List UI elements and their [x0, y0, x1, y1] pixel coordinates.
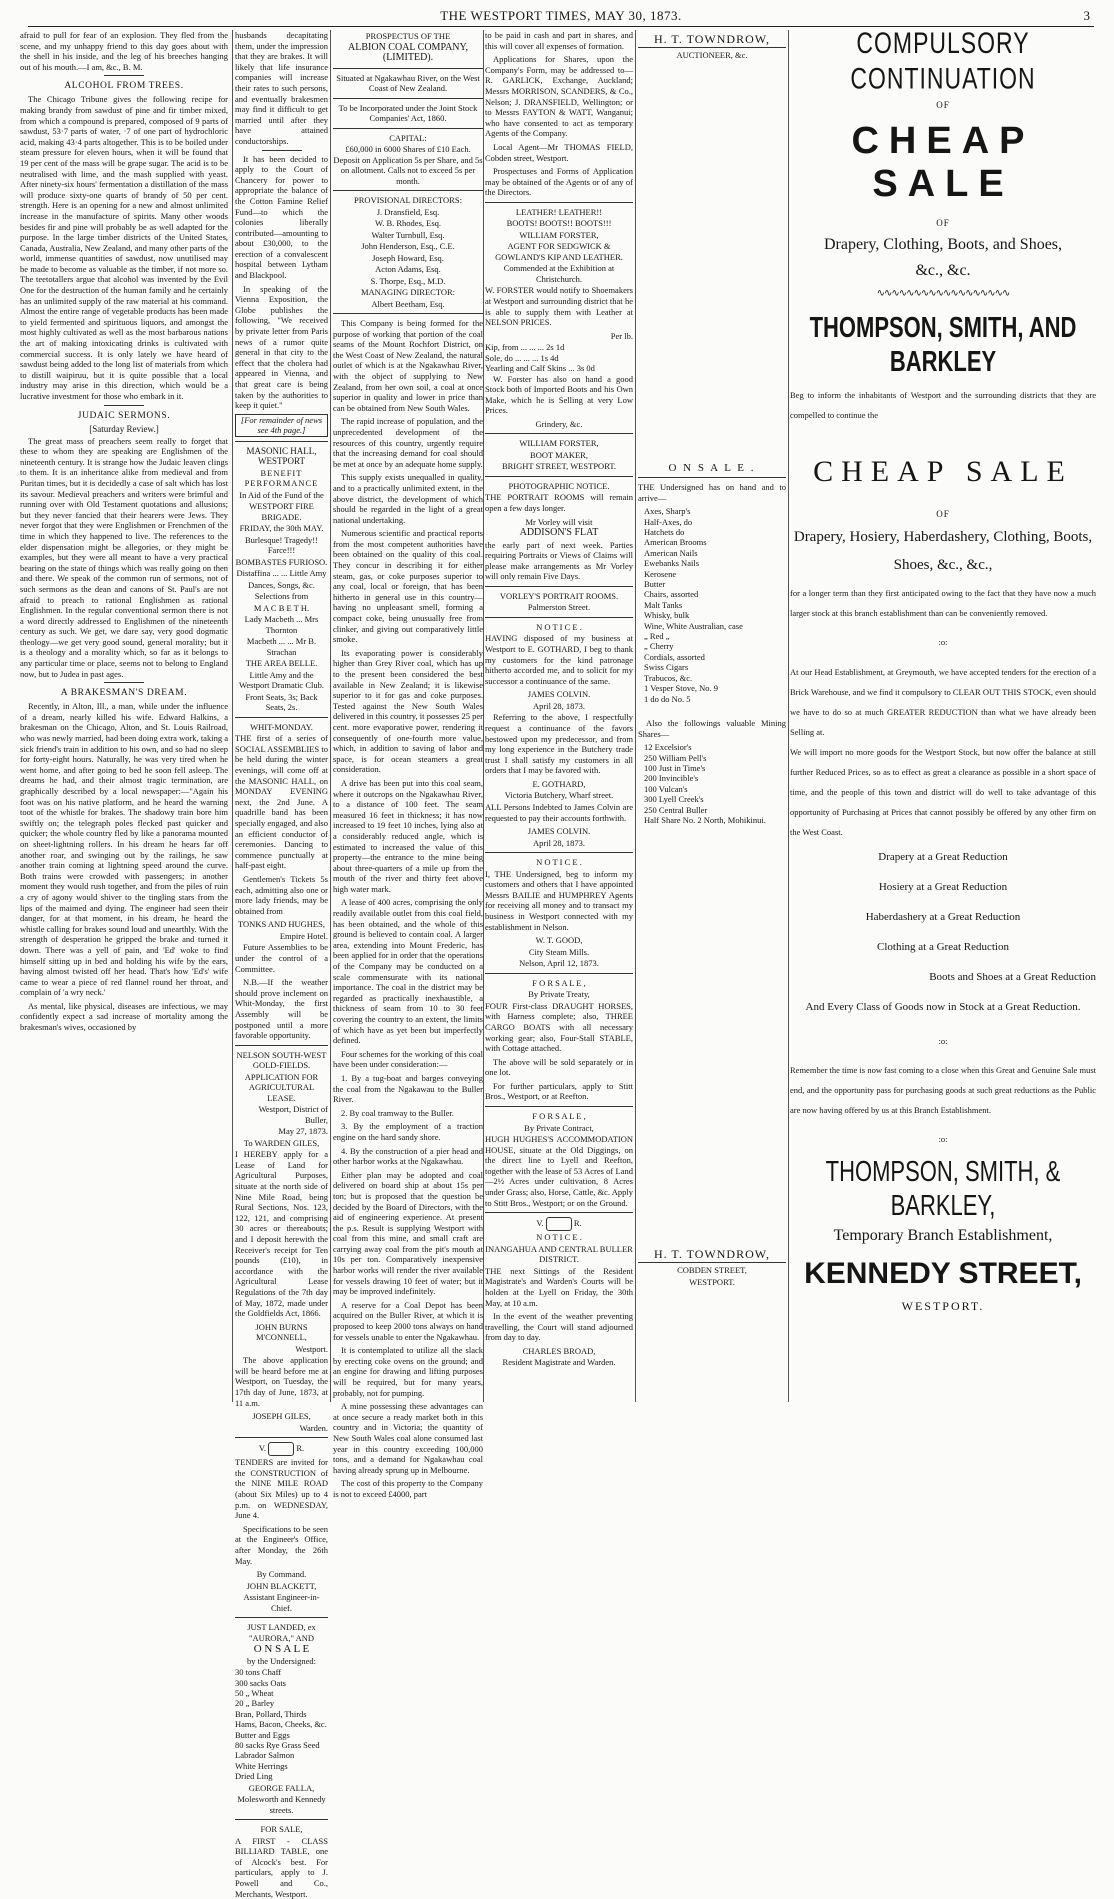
ad-signature: JOHN BLACKETT, [246, 1580, 317, 1591]
ad-body: Beg to inform the inhabitants of Westport and the surrounding districts that they are compelled to continue the [790, 390, 1096, 420]
ad-line: WESTPORT FIRE BRIGADE. [249, 501, 314, 522]
page-number: 3 [1083, 8, 1090, 23]
masthead [28, 6, 1094, 27]
ad-title: FOR SALE, [260, 1824, 303, 1835]
ad-connector: OF [936, 509, 950, 519]
prospectus-body: Applications for Shares, upon the Company's Form, may be addressed to—R. GARLICK, Exchange, Auckland; Messrs MORRISON, SCANDERS, & Co., Nelson; J. DRANSFIELD, Wellington; or to Messrs FAYTON & WATT, Wanganui; who have consented to act as temporary Agents of the Company. [485, 54, 633, 139]
ad-title: LEATHER! LEATHER!! [515, 206, 603, 217]
ad-body: The above will be sold separately or in one lot. [485, 1056, 633, 1078]
divider [104, 75, 144, 76]
prospectus-body: Either plan may be adopted and coal delivered on board ship at about 15s per ton; but is proposed that the question be decided by the Board of Directors, with the aid of engineering experience. At present the p.s. Result is supplying Westport with coal from this mine, and small craft are carrying away coal from the pit's mouth at 10s per ton. Comparatively inexpensive harbor works will render the river available for vessels drawing 10 feet of water; but it may be improved indefinitely. [333, 1169, 483, 1297]
goods-item: Wine, White Australian, case [644, 620, 743, 631]
prospectus-capital-label: CAPITAL: [389, 132, 427, 143]
scheme-item: 2. By coal tramway to the Buller. [341, 1107, 454, 1118]
ad-line: Grindery, &c. [535, 418, 583, 429]
ad-title: N O T I C E . [536, 857, 582, 868]
ad-body: Remember the time is now fast coming to a close when this Great and Genuine Sale must end, and the opportunity pass for purchasing goods at such great reductions as the Public are now having offered by us at this Branch Establishment. [790, 1065, 1096, 1115]
ad-line: M A C B E T H. [253, 602, 310, 613]
prospectus-capital: £60,000 in 6000 Shares of £10 Each. Deposit on Application 5s per Share, and 5s on allotment. Calls not to exceed 5s per month. [333, 144, 483, 186]
ad-signature: Assistant Engineer-in-Chief. [243, 1592, 320, 1613]
ad-signature: JAMES COLVIN. [527, 826, 591, 837]
prospectus-company: ALBION COAL COMPANY, (LIMITED). [348, 41, 468, 63]
ad-title: JUST LANDED, ex "AURORA," AND [247, 1622, 316, 1643]
ad-date: Nelson, April 12, 1873. [519, 958, 599, 969]
goods-item: Malt Tanks [644, 599, 683, 610]
ad-signature: Empire Hotel. [279, 930, 328, 941]
column-rule [483, 30, 484, 1402]
divider [485, 1212, 633, 1213]
ad-body: Gentlemen's Tickets 5s each, admitting also one or more lady friends, may be obtained from [235, 874, 328, 916]
price-item: Sole, do ... ... ... 1s 4d [485, 352, 559, 363]
branch-label: Temporary Branch Establishment, [833, 1226, 1053, 1244]
ad-signature: Victoria Butchery, Wharf street. [504, 790, 614, 801]
prospectus-body: Its evaporating power is considerably higher than Grey River coal, which has up to the present been considered the best available in New Zealand; it is likewise superior to it for gas and coke purposes. Tested against the New South Wales delivered in this country, it possesses 25 per cent. more evaporative power, rendering it consequently of one-fourth more value, which, in addition to saving of labor and space, is for ocean steamers a great consideration. [333, 647, 483, 775]
prospectus-body: Numerous scientific and practical reports from the most competent authorities have been obtained on the quality of this coal. They concur in describing it for either steam, gas, or coke purposes superior to any coal, local or foreign, that has been hitherto in general use in this country—having no unpleasant smell, forming a compact coke, being unusually free from clinker, and giving out comparatively little smoke. [333, 528, 483, 645]
news-note: [For remainder of news see 4th page.] [235, 414, 328, 437]
ad-cheap-sale: CHEAP SALE [851, 120, 1035, 205]
goods-item: Axes, Sharp's [644, 506, 691, 517]
news-item: In speaking of the Vienna Exposition, the Globe publishes the following, "We received by private letter from Paris news of a rumor quite general in that city to the effect that the cholera had appeared in Vienna, and that great care is being taken by the authorities to keep it quiet." [235, 283, 328, 411]
column-2 [235, 30, 328, 1899]
ad-body: N.B.—If the weather should prove inclement on Whit-Monday, the first Assembly will be postponed until a more favorable opportunity. [235, 977, 328, 1041]
ornament-divider: ∿∿∿∿∿∿∿∿∿∿∿∿∿∿∿∿∿∿ [876, 288, 1010, 299]
divider [485, 586, 633, 587]
divider [104, 405, 144, 406]
divider [235, 1819, 328, 1820]
ad-body: W. FORSTER would notify to Shoemakers at Westport and surrounding district that he is able to supply them with Leather at NELSON PRICES. [485, 285, 633, 328]
managing-director: Albert Beetham, Esq. [371, 298, 445, 309]
ad-body: THE first of a series of SOCIAL ASSEMBLIES to be held during the winter evenings, will come off at the MASONIC HALL, on MONDAY EVENING next, the 2nd June. A quadrille band has been specially engaged, and also an efficient conductor of ceremonies. Dancing to commence punctually at half-past eight. [235, 733, 328, 871]
ad-body: TENDERS are invited for the CONSTRUCTION of the NINE MILE ROAD (about Six Miles) up to 4 p.m. on WEDNESDAY, June 4. [235, 1457, 328, 1521]
ad-body: For further particulars, apply to Stitt Bros., Westport, or at Reefton. [485, 1080, 633, 1102]
reduction-line: Drapery at a Great Reduction [878, 850, 1008, 863]
on-sale-intro: THE Undersigned has on hand and to arrive— [638, 482, 786, 503]
ad-body: for a longer term than they first anticipated owing to the fact that they have now a much larger stock at this branch establishment than can be conveniently removed. [790, 588, 1096, 618]
goods-item: Swiss Cigars [644, 662, 689, 673]
cipher-r: R. [296, 1443, 305, 1454]
directors-list [333, 207, 483, 287]
ad-title: F O R S A L E , [532, 977, 586, 988]
produce-item: 50 „ Wheat [235, 1687, 274, 1698]
column-6-advertisement [790, 25, 1096, 1402]
director-name: W. B. Rhodes, Esq. [374, 218, 442, 228]
prospectus-body: Prospectuses and Forms of Application may be obtained of the Agents or of any of the Directors. [485, 166, 633, 198]
share-item: 250 Central Buller [644, 804, 708, 815]
share-item: 300 Lyell Creek's [644, 794, 704, 805]
source-line: [Saturday Review.] [89, 423, 159, 434]
ad-body: HUGH HUGHES'S ACCOMMODATION HOUSE, situate at the Old Diggings, on the direct line to Lyell and Reefton, together with the lease of 53 Acres of Land—2½ Acres under cultivation, 8 Acres under Grass; also, Horse, Cattle, &c. Apply to Stitt Bros., Westport; or on the Ground. [485, 1134, 633, 1208]
ad-line: Westport, District of Buller, [258, 1104, 328, 1125]
produce-item: White Herrings [235, 1760, 288, 1771]
ad-signature: TONKS AND HUGHES, [238, 919, 325, 930]
shares-intro: Also the followings valuable Mining Shares— [638, 717, 786, 739]
article-brakesman-end: As mental, like physical, diseases are infectious, we may confidently expect a sad increase of mortality among the brakesman's wives, occasioned by [20, 1000, 228, 1033]
ad-line: By Command. [256, 1569, 307, 1580]
produce-item: Labrador Salmon [235, 1750, 295, 1761]
director-name: Acton Adams, Esq. [375, 264, 441, 274]
prospectus-line: Situated at Ngakawhau River, on the West Coast of New Zealand. [336, 72, 480, 93]
article-brakesman: Recently, in Alton, Ill., a man, while under the influence of a dream, nearly killed his wife. Edward Halkins, a brakesman on the Chicago, Alton, and St. Louis Railroad, who was newly married, had been doing extra work, taking a sick friend's train in addition to his own, and so had no sleep for forty-eight hours. Naturally, he was very tired when he went home, and after going to bed he soon fell asleep. The dreams he had, and their almost tragic termination, are graphically described by a local newspaper:—"Again his foot was on his native platform, and he heard the warning toot of the whistle for brakes. The shadowy train bore him swiftly on; the telegraph poles flecked past quicker and quicker; the whole country fled by like a panorama mounted on sheet-lightning rollers. In his dream he hears far off another roar, and swinging out by the railings, he saw another train coming at lightning speed around the curve. Both trains were crowded with passengers; in another moment they would rush together, and from the piles of ruin a cry of agony would shiver to the tingling stars from the lips of the maimed and dying. The engineer had seen their danger, for at that moment, in his dream, he heard the whistle calling for brakes sound loud and unearthly. With the strength of desperation he gripped the brake and turned it down. There was a yell of pain, and 'Ed' woke to find himself sitting up in bed and holding his wife by the ears, having almost twisted off her head. That's how 'Ed's' wife came to wear a piece of red flannel round her throat, and complain of 'a wry neck.' [20, 701, 228, 998]
ad-title: WILLIAM FORSTER, [519, 438, 599, 449]
headline-judaic: JUDAIC SERMONS. [77, 410, 171, 421]
news-item: It has been decided to apply to the Court of Chancery for power to appropriate the balance of the Cotton Famine Relief Fund—to which the colonies liberally contributed—amounting to about £30,000, to the erection of a convalescent hospital between Lytham and Blackpool. [235, 153, 328, 281]
column-3 [333, 30, 483, 1499]
share-item: 100 Vulcan's [644, 783, 688, 794]
cipher-v: V. [536, 1218, 544, 1229]
ad-body: In the event of the weather preventing travelling, the Court will stand adjourned from day to day. [485, 1311, 633, 1343]
ad-body: the early part of next week. Parties requiring Portraits or Views of Claims will please make arrangements as Mr Vorley will only remain Five Days. [485, 539, 633, 582]
ad-signature: W. T. GOOD, [535, 935, 583, 946]
ad-cheap-sale-2: CHEAP SALE [813, 455, 1073, 488]
ad-line: Dances, Songs, &c. [248, 579, 315, 590]
spacer [638, 825, 786, 1245]
divider [262, 150, 302, 151]
ad-line: To WARDEN GILES, [243, 1137, 320, 1148]
column-1 [20, 30, 228, 1402]
divider [235, 717, 328, 718]
ad-line: FRIDAY, the 30th MAY. [239, 523, 324, 534]
price-list [485, 342, 633, 373]
ad-signature: Molesworth and Kennedy streets. [237, 1794, 326, 1815]
divider [104, 682, 144, 683]
ad-body: THE PORTRAIT ROOMS will remain open a few days longer. [485, 492, 633, 513]
goods-item: „ Red „ [644, 631, 670, 642]
produce-item: Bran, Pollard, Thirds [235, 1708, 307, 1719]
director-name: Walter Turnbull, Esq. [371, 229, 445, 240]
ad-line: by the Undersigned: [247, 1655, 316, 1666]
ad-goods-2: Drapery, Hosiery, Haberdashery, Clothing, Boots, Shoes, &c., &c., [793, 529, 1093, 573]
divider [485, 202, 633, 203]
ad-line: Front Seats, 3s; Back Seats, 2s. [245, 691, 318, 713]
column-rule [232, 30, 233, 1402]
goods-item: American Nails [644, 547, 698, 558]
divider [333, 190, 483, 191]
director-name: J. Dransfield, Esq. [376, 206, 440, 217]
goods-item: Butter [644, 579, 666, 590]
produce-item: Hams, Bacon, Cheeks, &c. [235, 1719, 327, 1730]
reduction-line: Boots and Shoes at a Great Reduction [929, 970, 1096, 983]
reduction-line: Hosiery at a Great Reduction [878, 880, 1008, 893]
ad-line: WILLIAM FORSTER, [519, 229, 599, 240]
reduction-line: Haberdashery at a Great Reduction [865, 910, 1021, 923]
ad-title: N O T I C E . [536, 621, 582, 632]
divider [235, 1437, 328, 1438]
reduction-line: And Every Class of Goods now in Stock at a Great Reduction. [805, 1000, 1081, 1013]
column-rule [635, 30, 636, 1402]
produce-item: 80 sacks Rye Grass Seed [235, 1739, 320, 1750]
prospectus-body: This supply exists unequalled in quality, and to a practically unlimited extent, in the above district, the development of which should be regarded in the light of a great national undertaking. [333, 472, 483, 525]
article-continuation: afraid to pull for fear of an explosion. They fled from the scene, and my unhappy friend to this day goes about with the shell in his inside, and the leg of his breeches hanging out of his mouth.—I am, &c., B. M. [20, 30, 228, 72]
prospectus-body: Four schemes for the working of this coal have been under consideration:— [333, 1048, 483, 1070]
royal-cipher [485, 1217, 633, 1231]
goods-item: Trabucos, &c. [644, 672, 693, 683]
ad-line: Macbeth ... ... Mr B. Strachan [246, 636, 317, 657]
ad-signature: JAMES COLVIN. [527, 689, 591, 700]
shares-list [638, 742, 786, 825]
column-rule [330, 30, 331, 1402]
ad-line: THE AREA BELLE. [245, 658, 318, 669]
ad-title: WHIT-MONDAY. [250, 721, 313, 732]
director-name: Joseph Howard, Esq. [372, 252, 444, 263]
cipher-r: R. [573, 1218, 582, 1229]
prospectus-body: The cost of this property to the Company is not to exceed £4000, part [333, 1478, 483, 1499]
prospectus-body: A lease of 400 acres, comprising the only readily available outlet from this coal field, has been obtained, and the whole of this ground is believed to contain coal. A larger area, extending into Mount Frederic, has been applied for in order that the operations of the Company may be conducted on a scale commensurate with its national importance. The coal in the district may be regarded as practically inexhaustible, a thickness of seam from 10 to 30 feet covering the country to an extent, the limits of which have as yet been but imperfectly defined. [333, 897, 483, 1046]
scheme-item: 3. By the employment of a traction engine on the hard sandy shore. [333, 1121, 483, 1142]
prospectus-body: A drive has been put into this coal seam, where it outcrops on the Ngakawhau River, to a distance of 100 feet. The seam measured 16 feet in thickness; it has now increased to 19 feet 10 inches, lying also at a considerably reduced angle, which is estimated to increased the value of this property—the entrance to the mine being about three-quarters of a mile up from the mouth of the river and thirty feet above high water mark. [333, 777, 483, 894]
headline-alcohol: ALCOHOL FROM TREES. [64, 81, 184, 92]
produce-item: 300 sacks Oats [235, 1677, 286, 1688]
column-5 [638, 30, 786, 1402]
address-line: WESTPORT. [689, 1276, 735, 1287]
share-item: 200 Invincible's [644, 773, 699, 784]
share-item: Half Share No. 2 North, Mohikinui. [644, 814, 766, 825]
share-item: 100 Just in Time's [644, 762, 706, 773]
divider [235, 441, 328, 442]
ad-body: HAVING disposed of my business at Westport to E. GOTHARD, I beg to thank my customers for the kind patronage hitherto accorded me, and to solicit for my successor a continuance of the same. [485, 633, 633, 686]
cipher-v: V. [258, 1443, 267, 1454]
ad-date: April 28, 1873. [533, 837, 585, 848]
prospectus-body: It is contemplated to utilize all the slack by erecting coke ovens on the ground; and an engine for drawing and lifting purposes will be required, but for many years, probably, not for pumping. [333, 1345, 483, 1398]
spacer [638, 62, 786, 462]
ad-body: A FIRST - CLASS BILLIARD TABLE, one of Alcock's best. For particulars, apply to J. Powell and Co., Merchants, Westport. [235, 1835, 328, 1899]
article-alcohol: The Chicago Tribune gives the following recipe for making brandy from sawdust of pine and fir timber mixed, from which a compound is prepared, composed of 9 parts of sawdust, 53·7 parts of water, ·7 of one part of hydrochloric acid, making 43·4 parts altogether. This is to be boiled under steam pressure for eleven hours, when it will be found that 19 per cent of the mass will be grape sugar. The acid is to be neutralised with lime, and the mash supplied with yeast. After ninety-six hours' fermentation a distillation of the mass will produce sixty-one quarts of brandy of 50 per cent. strength. Here is an opening for a new and almost unlimited increase in the manufacture of spirits. Many other woods besides fir and pine will probably be as well adapted for the purpose. In the large timber districts of the United States, Canada, Australia, New Zealand, and many other parts of the world, immense quantities of sawdust, now unutilised may be made to become as valuable as the timber, if not more so. The teetotallers argue that alcohol was invented by the Evil One for the destruction of the human family and he certainly has an unlimited supply of the raw material at his command. Almost the entire range of vegetable products has been made to yield fermented and spirituous liquors, and amongst the most highly cultivated as well as the most barbarous nations the art of making intoxicating drinks is cultivated with commercial success. It is only lately we have heard of sawdust being added to the long list of materials from which to distill waipiruu, but it is quite possible that a local industry may arise in this direction, which would be a lucrative investment for those who embark in it. [20, 94, 228, 401]
produce-item: 30 tons Chaff [235, 1667, 282, 1678]
headline-brakesman: A BRAKESMAN'S DREAM. [60, 688, 188, 699]
divider [485, 617, 633, 618]
ad-line: By Private Contract, [524, 1122, 594, 1133]
ad-title: VORLEY'S PORTRAIT ROOMS. [499, 590, 619, 601]
ad-line: Selections from [254, 591, 309, 602]
ad-body: I, THE Undersigned, beg to inform my customers and others that I have appointed Messrs BAILIE and HUMPHREY Agents for receiving all money and to transact my business in Westport connected with my establishment in Nelson. [485, 868, 633, 932]
ad-body: We will import no more goods for the Westport Stock, but now offer the balance at still further Reduced Prices, so as to effect as great a clearance as possible in a short space of time, and the people of this town and district will do well to take advantage of this opportunity of Purchasing at Prices that cannot possibly be offered by any other firm on the West Coast. [790, 746, 1096, 837]
ad-headline: COMPULSORY CONTINUATION [850, 25, 1036, 95]
divider [333, 128, 483, 129]
goods-item: Half-Axes, do [644, 516, 693, 527]
ad-body: FOUR First-class DRAUGHT HORSES, with Harness complete; also, THREE CARGO BOATS with all necessary working gear; also, Four-Stall STABLE, with Cottage attached. [485, 1000, 633, 1054]
ad-title: F O R S A L E , [532, 1111, 586, 1122]
ad-body: Future Assemblies to be under the control of a Committee. [235, 942, 328, 974]
ad-signature: GEORGE FALLA, [248, 1782, 315, 1793]
ad-connector: OF [936, 218, 950, 228]
divider [333, 68, 483, 69]
ornament-divider: :o: [938, 1134, 948, 1144]
firm-name-footer: THOMPSON, SMITH, & BARKLEY, [825, 1154, 1061, 1221]
ad-line: In Aid of the Fund of the [239, 489, 324, 500]
ad-body: Referring to the above, I respectfully request a continuance of the favors bestowed upon my predecessor, and from my long experience in the Butchery trade trust I shall satisfy my customers in all orders that I may be favored with. [485, 712, 633, 776]
prospectus-body: This Company is being formed for the purpose of working that portion of the coal seams of the Mount Rochfort District, on the West Coast of New Zealand, the natural outlet of which is at the Ngakawhau River, with the object of supplying to New Zealand, from her own soil, a coal at once superior in quality and lower in price than can be obtained from New South Wales. [333, 318, 483, 413]
ad-line: Commended at the Exhibition at Christchurch. [503, 263, 615, 284]
ad-title: MASONIC HALL, WESTPORT [246, 445, 317, 467]
goods-item: American Brooms [644, 537, 707, 548]
divider [485, 852, 633, 853]
ad-title: NELSON SOUTH-WEST GOLD-FIELDS. [236, 1049, 327, 1071]
column-4 [485, 30, 633, 1402]
divider [235, 1617, 328, 1618]
directors-label: PROVISIONAL DIRECTORS: [354, 195, 462, 205]
crown-seal-icon [546, 1217, 572, 1231]
prospectus-body: Local Agent—Mr THOMAS FIELD, Cobden street, Westport. [485, 141, 633, 163]
ad-body: At our Head Establishment, at Greymouth, we have accepted tenders for the erection of a Brick Warehouse, and we find it compulsory to CLEAR OUT THIS STOCK, even should we have to do so at much GREATER REDUCTION than what we have already been Selling at. [790, 666, 1096, 737]
goods-item: 1 do do No. 5 [644, 693, 691, 704]
ad-goods-etc: &c., &c. [915, 262, 971, 279]
produce-list [235, 1667, 328, 1781]
ornament-divider: :o: [938, 1035, 948, 1046]
column-rule [788, 30, 789, 1402]
goods-item: Whisky, bulk [644, 610, 690, 621]
crown-seal-icon [268, 1442, 294, 1456]
address-line: COBDEN STREET, [677, 1265, 747, 1276]
prospectus-body: The rapid increase of population, and the unprecedented development of the resources of this country, urgently require that the increasing demand for coal should be met at once by an adequate home supply. [333, 416, 483, 469]
ad-signature: JOSEPH GILES, [252, 1411, 311, 1422]
ad-line: May 27, 1873. [278, 1126, 328, 1137]
ad-signature: Resident Magistrate and Warden. [502, 1357, 616, 1368]
scheme-item: 1. By a tug-boat and barges conveying the coal from the Ngakawau to the Buller River. [333, 1072, 483, 1105]
ad-title: PHOTOGRAPHIC NOTICE. [508, 480, 610, 491]
prospectus-title: PROSPECTUS OF THE [365, 31, 451, 41]
prospectus-body: to be paid in cash and part in shares, and this will cover all expenses of formation. [485, 30, 633, 51]
prospectus-body: A mine possessing these advantages can at once secure a ready market both in this country and in Victoria; the quantity of New South Wales coal alone consumed last year in this country exceeding 100,000 tons, and a demand for Ngakawhau coal having already sprung up in Melbourne. [333, 1401, 483, 1475]
ad-line: Little Amy and the Westport Dramatic Club. [238, 669, 324, 691]
produce-item: 20 „ Barley [235, 1698, 275, 1709]
ad-line: Lady Macbeth ... Mrs Thornton [244, 614, 319, 635]
divider [485, 476, 633, 477]
ad-body: W. Forster has also on hand a good Stock both of Imported Boots and his Own Make, which he is Selling at very Low Prices. [485, 373, 633, 416]
ad-signature: CHARLES BROAD, [522, 1345, 596, 1356]
ad-signature: E. GOTHARD, [532, 778, 586, 789]
prospectus-body: A reserve for a Coal Depot has been acquired on the Buller River, at which it is proposed to keep 2000 tons always on hand for vessels unable to enter the Ngakawhau. [333, 1299, 483, 1342]
director-name: John Henderson, Esq., C.E. [361, 241, 455, 251]
on-sale-heading: O N S A L E . [668, 461, 756, 474]
ad-line: ADDISON'S FLAT [519, 527, 599, 539]
price-item: Kip, from ... ... ... 2s 1d [485, 342, 565, 353]
managing-director-label: MANAGING DIRECTOR: [360, 287, 456, 297]
ad-date: April 28, 1873. [533, 700, 585, 711]
ad-signature: Westport. [295, 1343, 328, 1354]
firm-name: THOMPSON, SMITH, AND BARKLEY [809, 311, 1077, 378]
ad-line: BOMBASTES FURIOSO. [235, 556, 328, 567]
price-unit: Per lb. [610, 330, 633, 341]
ad-title: N O T I C E . [536, 1232, 582, 1243]
ad-signature: City Steam Mills. [528, 946, 590, 957]
goods-item: Chairs, assorted [644, 589, 699, 600]
produce-item: Dried Ling [235, 1771, 273, 1782]
scheme-item: 4. By the construction of a pier head and other harbor works at the Ngakawhau. [333, 1145, 483, 1167]
royal-cipher [235, 1442, 328, 1456]
ad-signature: Warden. [299, 1422, 328, 1433]
divider [638, 477, 786, 478]
auctioneer-name: H. T. TOWNDROW, [638, 32, 786, 48]
goods-item: Ewebanks Nails [644, 558, 700, 569]
ad-body: Specifications to be seen at the Engineer's Office, after Monday, the 26th May. [235, 1523, 328, 1566]
ad-body: THE next Sittings of the Resident Magistrate's and Warden's Courts will be holden at the Lyell on Friday, the 30th May, at 10 a.m. [485, 1265, 633, 1308]
ad-subtitle: BENEFIT PERFORMANCE [244, 467, 319, 489]
ad-subtitle: APPLICATION FOR AGRICULTURAL LEASE. [244, 1071, 319, 1103]
auctioneer-title: AUCTIONEER, &c. [676, 50, 748, 60]
divider [333, 98, 483, 99]
ad-line: BOOT MAKER, [530, 449, 588, 460]
street-name: KENNEDY STREET, [804, 1256, 1082, 1290]
ad-body: ALL Persons Indebted to James Colvin are requested to pay their accounts forthwith. [485, 801, 633, 823]
divider [485, 433, 633, 434]
ad-body: I HEREBY apply for a Lease of Land for Agricultural Purposes, situate at the north side of Nine Mile Road, being Rural Sections, Nos. 123, 122, 121, and comprising 30 acres or thereabouts; and I deposit herewith the Receiver's receipt for Ten pounds (£10), in accordance with the Agricultural Lease Regulations of the 7th day of May, 1872, made under the Goldfields Act, 1866. [235, 1149, 328, 1319]
masthead-title: THE WESTPORT TIMES, MAY 30, 1873. [440, 8, 682, 23]
goods-item: Cordials, assorted [644, 651, 705, 662]
divider [485, 1106, 633, 1107]
ad-body: The above application will be heard before me at Westport, on Tuesday, the 17th day of June, 1873, at 11 a.m. [235, 1355, 328, 1408]
reduction-line: Clothing at a Great Reduction [877, 940, 1009, 953]
article-judaic: The great mass of preachers seem really to forget that these to whom they are speaking are Englishmen of the nineteenth century. It is strange how the Judaic leaven clings to them. It is an inheritance alike from medieval and from Puritan times, but it is decidedly a case of salt which has lost its savour. Medieval preachers and writers were brimful and running over with Old Testament quotations and allusions; but they never fancied that their hearers were Jews. They never forgot that they were Englishmen or Frenchmen of the time in which they happened to live. The references to the elder dispensation might be allegories, or they might be examples, but they were all meant to have a very practical bearing on the state of things which was really going on then and there. We speak of the common run of sermons, not of such sermons as the dean and canons of St. Paul's are not afraid to preach to rational Englishmen as rational Englishmen. In the regular conventional sermon there is not a word directly addressed to Englishmen of the nineteenth century as such. We get, we dare say, very good dogmatic theology—we get very good sound, general morality; but it is a theology and a morality which, so far as it belongs to any particular time or place, seems not to belong to England now, but to Judea in past ages. [20, 435, 228, 679]
goods-item: Hatchets do [644, 527, 685, 537]
town-name: WESTPORT. [901, 1298, 985, 1313]
ad-line: Burlesque! Tragedy!! Farce!!! [245, 534, 318, 556]
goods-item: Kerosene [644, 568, 677, 579]
ad-signature: JOHN BURNS M'CONNELL, [255, 1321, 308, 1343]
share-item: 250 William Pell's [644, 752, 707, 763]
ad-line: BRIGHT STREET, WESTPORT. [501, 461, 617, 472]
scheme-list [333, 1073, 483, 1167]
ad-title: O N S A L E [253, 1643, 310, 1656]
divider [485, 973, 633, 974]
auctioneer-name-footer: H. T. TOWNDROW, [638, 1247, 786, 1263]
ad-goods: Drapery, Clothing, Boots, and Shoes, [823, 236, 1063, 253]
price-item: Yearling and Calf Skins ... 3s 0d [485, 363, 595, 374]
ad-subtitle: INANGAHUA AND CENTRAL BULLER DISTRICT. [485, 1243, 633, 1265]
ornament-divider: :o: [938, 637, 948, 647]
ad-line: Distaffina ... ... Little Amy [236, 568, 327, 579]
ad-line: By Private Treaty, [528, 989, 590, 1000]
goods-item: 1 Vesper Stove, No. 9 [644, 683, 718, 694]
prospectus-line: To be Incorporated under the Joint Stock Companies' Act, 1860. [338, 102, 478, 123]
goods-list [638, 506, 786, 704]
divider [235, 1045, 328, 1046]
ad-line: Mr Vorley will visit [525, 516, 593, 527]
ad-line: AGENT FOR SEDGWICK & GOWLAND'S KIP AND LEATHER. [495, 241, 623, 262]
article-continuation: husbands decapitating them, under the impression that they are brakes. It will likely that life insurance companies will increase their rates to such persons, and eventually brakesmen may find it difficult to get married until after they have attained conductorships. [235, 30, 328, 146]
goods-item: „ Cherry [644, 641, 674, 652]
ad-connector: OF [936, 100, 950, 110]
produce-item: Butter and Eggs [235, 1729, 290, 1740]
share-item: 12 Excelsior's [644, 742, 692, 753]
director-name: S. Thorpe, Esq., M.D. [370, 275, 446, 286]
ad-title: BOOTS! BOOTS!! BOOTS!!! [506, 218, 612, 229]
divider [333, 313, 483, 314]
ad-line: Palmerston Street. [527, 602, 591, 613]
